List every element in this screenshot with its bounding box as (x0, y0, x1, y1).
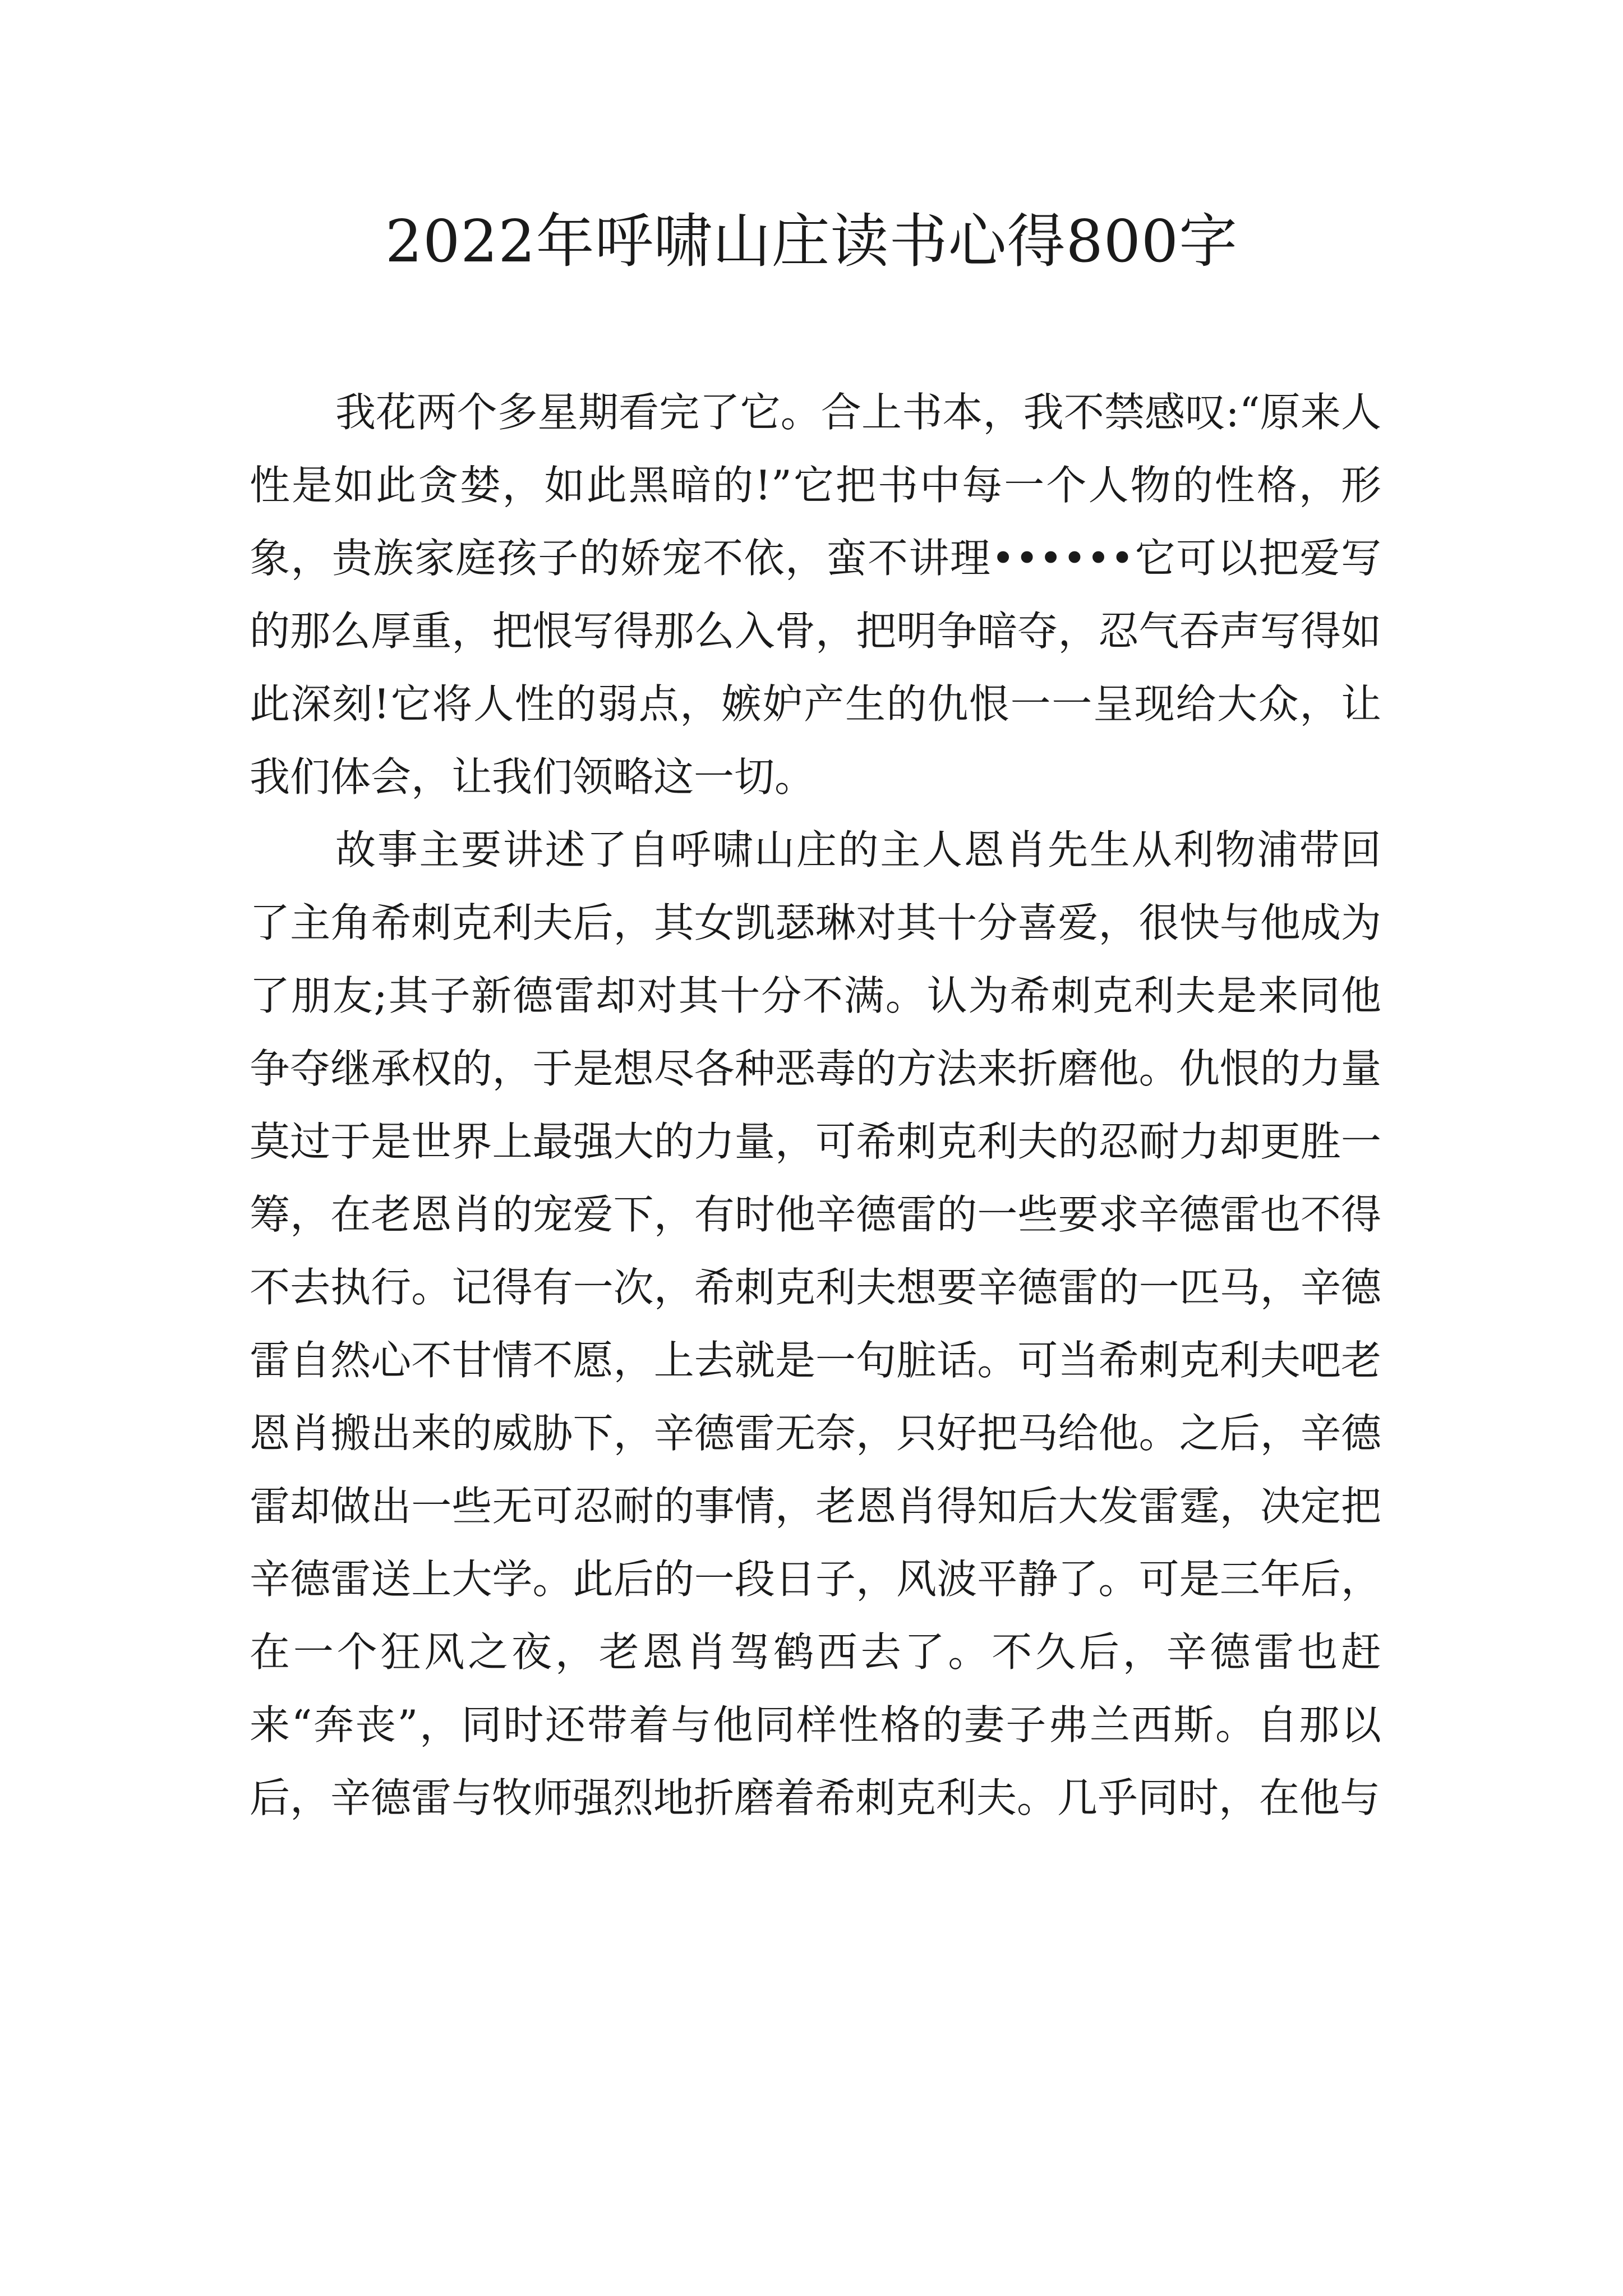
paragraph-2: 故事主要讲述了自呼啸山庄的主人恩肖先生从利物浦带回了主角希刺克利夫后，其女凯瑟琳对其十分喜爱，很快与他成为了朋友;其子新德雷却对其十分不满。认为希刺克利夫是来同他争夺继承权的，于是想尽各种恶毒的方法来折磨他。仇恨的力量莫过于是世界上最强大的力量，可希刺克利夫的忍耐力却更胜一筹，在老恩肖的宠爱下，有时他辛德雷的一些要求辛德雷也不得不去执行。记得有一次，希刺克利夫想要辛德雷的一匹马，辛德雷自然心不甘情不愿，上去就是一句脏话。可当希刺克利夫吧老恩肖搬出来的威胁下，辛德雷无奈，只好把马给他。之后，辛德雷却做出一些无可忍耐的事情，老恩肖得知后大发雷霆，决定把辛德雷送上大学。此后的一段日子，风波平静了。可是三年后，在一个狂风之夜，老恩肖驾鹤西去了。不久后，辛德雷也赶来“奔丧”，同时还带着与他同样性格的妻子弗兰西斯。自那以后，辛德雷与牧师强烈地折磨着希刺克利夫。几乎同时，在他与 (250, 826, 1381, 1821)
document-title: 2022年呼啸山庄读书心得800字 (385, 207, 1238, 275)
document-body (250, 376, 1381, 1834)
paragraph-1: 我花两个多星期看完了它。合上书本，我不禁感叹:“原来人性是如此贪婪，如此黑暗的!”它把书中每一个人物的性格，形象，贵族家庭孩子的娇宠不依，蛮不讲理••••••它可以把爱写的那么厚重，把恨写得那么入骨，把明争暗夺，忍气吞声写得如此深刻!它将人性的弱点，嫉妒产生的仇恨一一呈现给大众，让我们体会，让我们领略这一切。 (250, 389, 1381, 800)
